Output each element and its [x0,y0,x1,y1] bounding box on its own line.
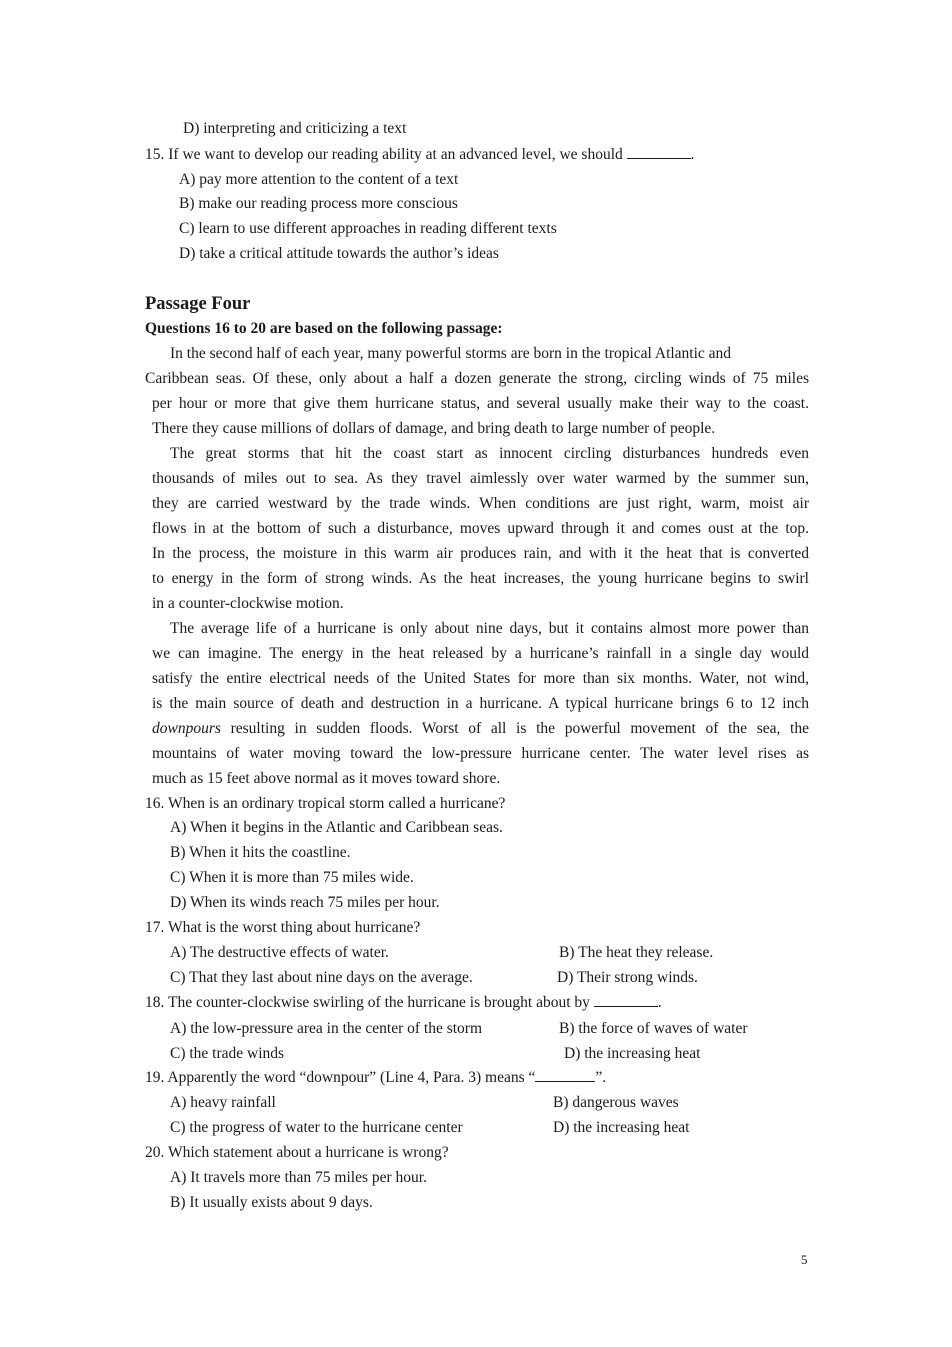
passage-line: In the second half of each year, many powerful storms are born in the tropical Atlantic and [170,345,732,362]
q20-option-a: A) It travels more than 75 miles per hour. [170,1169,427,1186]
q18-stem-text: 18. The counter-clockwise swirling of the hurricane is brought about by [145,994,590,1011]
q20-option-b: B) It usually exists about 9 days. [170,1194,373,1211]
passage-line: There they cause millions of dollars of damage, and bring death to large number of people. [152,420,716,437]
q18-stem [145,993,662,1013]
q14-option-d: D) interpreting and criticizing a text [183,120,407,137]
answer-blank [535,1068,595,1082]
passage-line-italic [152,719,809,739]
answer-blank [627,145,691,159]
passage-line: The great storms that hit the coast start as innocent circling disturbances hundreds even [170,445,809,462]
q16-option-b: B) When it hits the coastline. [170,844,351,861]
q15-stem-text: 15. If we want to develop our reading ability at an advanced level, we should [145,146,623,163]
q18-option-b: B) the force of waves of water [559,1020,748,1037]
q15-stem-end: . [690,146,695,163]
q15-stem [145,145,695,165]
q18-option-c: C) the trade winds [170,1045,285,1062]
passage-title: Passage Four [145,294,251,314]
q19-stem [145,1068,606,1088]
q17-option-b: B) The heat they release. [559,944,714,961]
q15-option-b: B) make our reading process more conscious [179,195,458,212]
q15-option-c: C) learn to use different approaches in reading different texts [179,220,557,237]
q19-option-b: B) dangerous waves [553,1094,679,1111]
italic-word: downpours [152,720,221,737]
q16-stem: 16. When is an ordinary tropical storm called a hurricane? [145,795,506,812]
q17-stem: 17. What is the worst thing about hurricane? [145,919,421,936]
q19-stem-text: 19. Apparently the word “downpour” (Line 4, Para. 3) means “ [145,1069,536,1086]
passage-line: per hour or more that give them hurricane status, and several usually make their way to the coast. [152,395,809,412]
passage-line: mountains of water moving toward the low-pressure hurricane center. The water level rises as [152,745,809,762]
q18-option-a: A) the low-pressure area in the center of the storm [170,1020,483,1037]
passage-line: flows in at the bottom of such a disturbance, moves upward through it and comes oust at the top. [152,520,809,537]
q18-stem-end: . [657,994,662,1011]
passage-instruction: Questions 16 to 20 are based on the following passage: [145,320,503,337]
passage-line-rest: resulting in sudden floods. Worst of all is the powerful movement of the sea, the [230,720,809,737]
q18-option-d: D) the increasing heat [564,1045,701,1062]
passage-line: In the process, the moisture in this warm air produces rain, and with it the heat that is converted [152,545,809,562]
passage-line: thousands of miles out to sea. As they travel aimlessly over water warmed by the summer sun, [152,470,809,487]
q15-option-d: D) take a critical attitude towards the author’s ideas [179,245,499,262]
q15-option-a: A) pay more attention to the content of a text [179,171,459,188]
q16-option-a: A) When it begins in the Atlantic and Caribbean seas. [170,819,503,836]
passage-line: Caribbean seas. Of these, only about a half a dozen generate the strong, circling winds of 75 miles [145,370,809,387]
q17-option-c: C) That they last about nine days on the average. [170,969,473,986]
q16-option-d: D) When its winds reach 75 miles per hour. [170,894,440,911]
q19-option-c: C) the progress of water to the hurricane center [170,1119,463,1136]
q20-stem: 20. Which statement about a hurricane is wrong? [145,1144,449,1161]
passage-line: in a counter-clockwise motion. [152,595,344,612]
passage-line: satisfy the entire electrical needs of the United States for more than six months. Water, not wind, [152,670,809,687]
passage-line: they are carried westward by the trade winds. When conditions are just right, warm, moist air [152,495,809,512]
passage-line: is the main source of death and destruction in a hurricane. A typical hurricane brings 6 to 12 inch [152,695,809,712]
passage-line: much as 15 feet above normal as it moves toward shore. [152,770,501,787]
passage-line: to energy in the form of strong winds. As the heat increases, the young hurricane begins to swirl [152,570,809,587]
q17-option-d: D) Their strong winds. [557,969,698,986]
page-number: 5 [801,1252,808,1267]
passage-line: we can imagine. The energy in the heat released by a hurricane’s rainfall in a single day would [152,645,809,662]
passage-line: The average life of a hurricane is only about nine days, but it contains almost more power than [170,620,809,637]
q16-option-c: C) When it is more than 75 miles wide. [170,869,414,886]
q19-option-a: A) heavy rainfall [170,1094,276,1111]
q19-option-d: D) the increasing heat [553,1119,690,1136]
q19-stem-end: ”. [595,1069,607,1086]
q17-option-a: A) The destructive effects of water. [170,944,389,961]
answer-blank [594,993,658,1007]
